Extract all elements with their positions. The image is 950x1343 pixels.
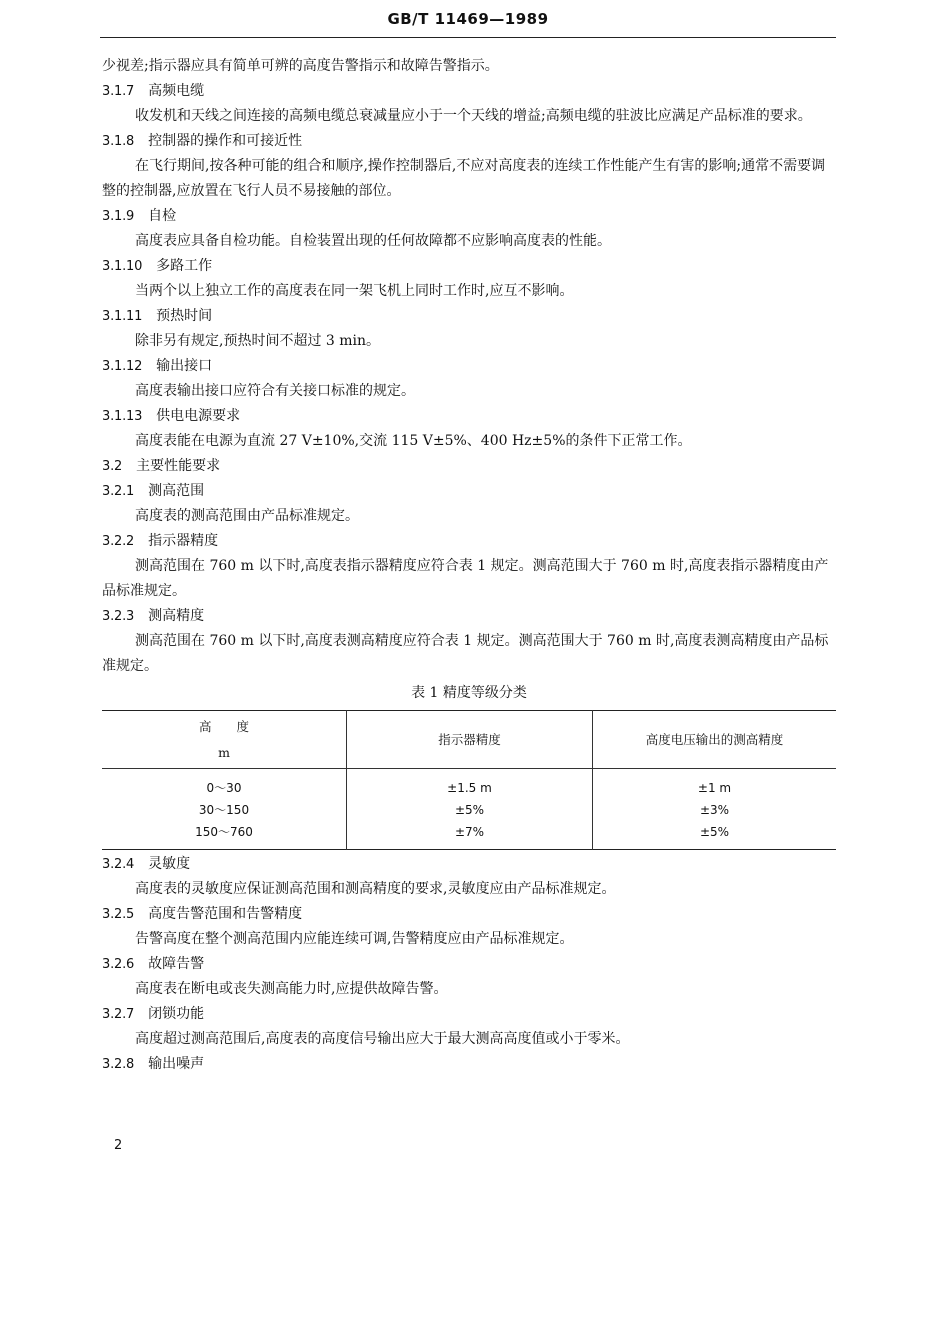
section-heading [102,479,836,504]
section-heading [102,529,836,554]
section-heading [102,129,836,154]
table-cell: ±3% [699,803,730,817]
table-caption: 表 1 精度等级分类 [411,685,527,701]
body-paragraph: 高度表在断电或丧失测高能力时,应提供故障告警。 [135,981,448,997]
section-title: 指示器精度 [148,533,219,549]
section-heading [102,852,836,877]
section-heading [102,1052,836,1077]
body-paragraph: 测高范围在 760 m 以下时,高度表测高精度应符合表 1 规定。测高范围大于 760 m 时,高度表测高精度由产品标准规定。 [102,633,829,674]
indicator-accuracy-column [347,769,593,850]
body-paragraph: 高度表的测高范围由产品标准规定。 [135,508,359,524]
document-body [102,54,836,1077]
altitude-column [102,769,347,850]
body-paragraph: 少视差;指示器应具有简单可辨的高度告警指示和故障告警指示。 [102,58,499,74]
section-title: 控制器的操作和可接近性 [148,133,303,149]
sections-before-table [102,54,836,679]
table-cell: 30～150 [198,803,250,817]
body-paragraph: 测高范围在 760 m 以下时,高度表指示器精度应符合表 1 规定。测高范围大于 760 m 时,高度表指示器精度由产品标准规定。 [102,558,829,599]
section-title: 故障告警 [148,956,205,972]
table-cell: 150～760 [195,825,253,839]
table-body-row [102,769,836,850]
section-heading [102,254,836,279]
table-cell: ±5% [699,825,730,839]
table-cell: ±5% [454,803,485,817]
section-title: 高频电缆 [148,83,205,99]
section-number: 3.1.10 [102,259,143,274]
section-heading [102,304,836,329]
accuracy-table [102,710,836,850]
section-title: 多路工作 [156,258,213,274]
section-title: 闭锁功能 [148,1006,205,1022]
section-heading [102,404,836,429]
table-cell: ±1 m [697,781,732,795]
header-rule [100,37,836,38]
section-title: 自检 [148,208,177,224]
section-heading [102,354,836,379]
header-indicator-accuracy: 指示器精度 [347,711,593,769]
section-number: 3.1.8 [102,134,135,149]
section-heading [102,79,836,104]
section-title: 输出接口 [156,358,213,374]
body-paragraph: 高度表应具备自检功能。自检装置出现的任何故障都不应影响高度表的性能。 [135,233,611,249]
section-number: 3.2 [102,459,123,474]
section-number: 3.1.11 [102,309,143,324]
body-paragraph: 高度表输出接口应符合有关接口标准的规定。 [135,383,415,399]
body-paragraph: 高度表能在电源为直流 27 V±10%,交流 115 V±5%、400 Hz±5%的条件下正常工作。 [135,433,692,449]
section-heading [102,1002,836,1027]
standard-header: GB/T 11469—1989 [387,10,549,28]
section-number: 3.2.1 [102,484,135,499]
section-number: 3.1.13 [102,409,143,424]
section-number: 3.1.7 [102,84,135,99]
section-number: 3.2.8 [102,1057,135,1072]
section-title: 测高精度 [148,608,205,624]
table-header-row [102,711,836,769]
sections-after-table [102,852,836,1077]
body-paragraph: 当两个以上独立工作的高度表在同一架飞机上同时工作时,应互不影响。 [135,283,574,299]
body-paragraph: 高度超过测高范围后,高度表的高度信号输出应大于最大测高高度值或小于零米。 [135,1031,630,1047]
section-number: 3.2.5 [102,907,135,922]
header-altitude-unit: m [218,744,230,760]
body-paragraph: 收发机和天线之间连接的高频电缆总衰减量应小于一个天线的增益;高频电缆的驻波比应满足产品标准的要求。 [135,108,812,124]
section-title: 灵敏度 [148,856,191,872]
voltage-accuracy-column [593,769,837,850]
body-paragraph: 除非另有规定,预热时间不超过 3 min。 [135,333,381,349]
section-title: 供电电源要求 [156,408,241,424]
section-number: 3.1.12 [102,359,143,374]
page-number: 2 [114,1138,123,1153]
section-number: 3.2.4 [102,857,135,872]
table-cell: ±7% [454,825,485,839]
section-heading [102,204,836,229]
section-number: 3.2.3 [102,609,135,624]
body-paragraph: 在飞行期间,按各种可能的组合和顺序,操作控制器后,不应对高度表的连续工作性能产生有害的影响;通常不需要调整的控制器,应放置在飞行人员不易接触的部位。 [102,158,826,199]
section-title: 主要性能要求 [136,458,221,474]
table-cell: 0～30 [206,781,242,795]
section-number: 3.1.9 [102,209,135,224]
section-heading [102,902,836,927]
body-paragraph: 告警高度在整个测高范围内应能连续可调,告警精度应由产品标准规定。 [135,931,574,947]
table-cell: ±1.5 m [447,781,492,795]
header-altitude-label: 高 度 [198,718,249,734]
section-heading [102,604,836,629]
section-heading [102,952,836,977]
section-number: 3.2.2 [102,534,135,549]
section-title: 高度告警范围和告警精度 [148,906,303,922]
header-voltage-output-accuracy: 高度电压输出的测高精度 [593,711,837,769]
body-paragraph: 高度表的灵敏度应保证测高范围和测高精度的要求,灵敏度应由产品标准规定。 [135,881,616,897]
section-title: 测高范围 [148,483,205,499]
section-number: 3.2.6 [102,957,135,972]
section-number: 3.2.7 [102,1007,135,1022]
header-altitude [102,711,347,769]
section-title: 预热时间 [156,308,213,324]
section-heading [102,454,836,479]
section-title: 输出噪声 [148,1056,205,1072]
